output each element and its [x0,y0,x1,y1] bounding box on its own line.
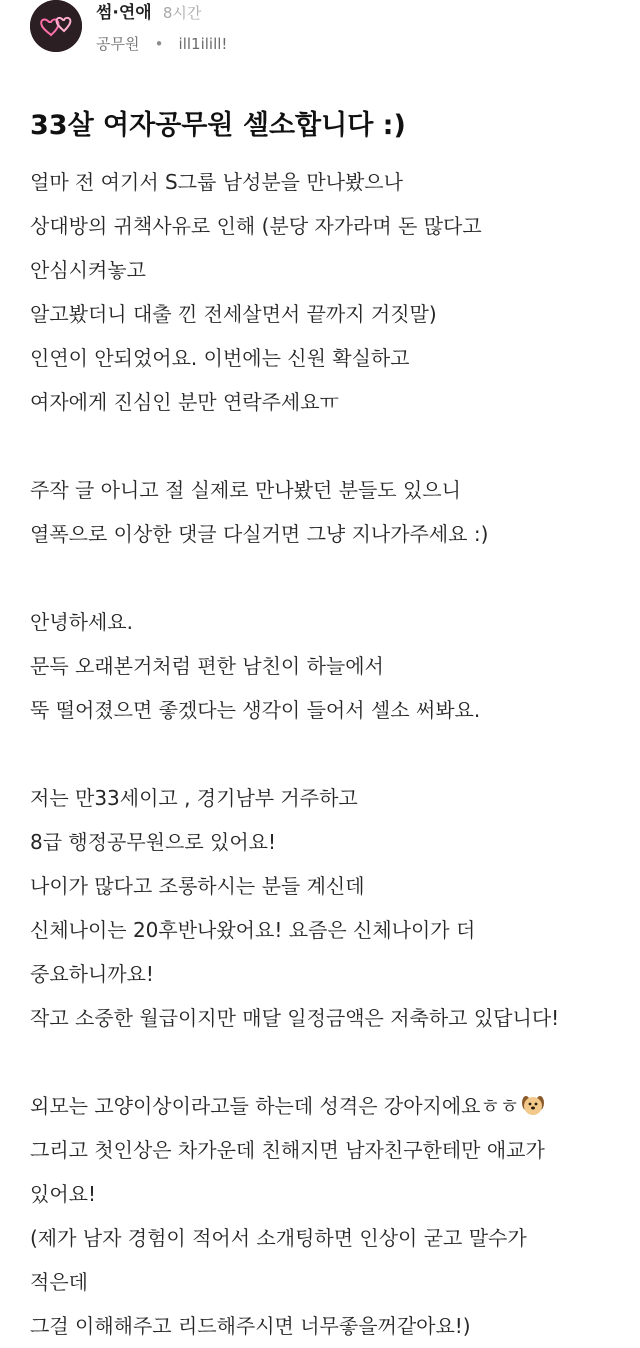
avatar[interactable] [30,0,82,52]
post-time: 8시간 [162,4,202,22]
post-body [30,160,630,1348]
post-body-line: 주작 글 아니고 절 실제로 만나봤던 분들도 있으니 [30,478,461,502]
post-body-line: (제가 남자 경험이 적어서 소개팅하면 인상이 굳고 말수가 [30,1226,527,1250]
post-body-line: 안녕하세요. [30,610,133,634]
post-body-line: 여자에게 진심인 분만 연락주세요ㅠ [30,390,339,414]
post-body-line: 그리고 첫인상은 차가운데 친해지면 남자친구한테만 애교가 [30,1138,545,1162]
post-body-line: 뚝 떨어졌으면 좋겠다는 생각이 들어서 셀소 써봐요. [30,698,481,722]
post-body-line: 안심시켜놓고 [30,258,146,282]
blank-line [30,556,630,600]
blank-line [30,424,630,468]
post-body-line: 저는 만33세이고 , 경기남부 거주하고 [30,786,358,810]
post-body-line: 8급 행정공무원으로 있어요! [30,830,276,854]
post-body-line: 작고 소중한 월급이지만 매달 일정금액은 저축하고 있답니다! [30,1006,560,1030]
post-header [30,0,630,64]
post-body-line: 적은데 [30,1270,88,1294]
blank-line [30,1040,630,1084]
dog-face-icon [521,1093,545,1117]
post-body-line: 상대방의 귀책사유로 인해 (분당 자가라며 돈 많다고 [30,214,482,238]
post-body-line: 그걸 이해해주고 리드해주시면 너무좋을꺼같아요!) [30,1314,471,1338]
post-body-line: 중요하니까요! [30,962,154,986]
post-body-line: 얼마 전 여기서 S그룹 남성분을 만나봤으나 [30,170,403,194]
board-category[interactable]: 썸·연애 [96,3,152,23]
post-body-line: 있어요! [30,1182,96,1206]
author-name[interactable]: ill1ilill! [178,35,228,53]
post-body-line: 문득 오래본거처럼 편한 남친이 하늘에서 [30,654,384,678]
heart-neon-icon [30,0,82,52]
blank-line [30,732,630,776]
post-body-line: 외모는 고양이상이라고들 하는데 성격은 강아지에요ㅎㅎ [30,1084,630,1128]
post-body-line: 나이가 많다고 조롱하시는 분들 계신데 [30,874,365,898]
post-body-line: 알고봤더니 대출 낀 전세살면서 끝까지 거짓말) [30,302,437,326]
meta-separator: • [154,35,164,53]
author-job: 공무원 [96,35,140,53]
post-title: 33살 여자공무원 셀소합니다 :) [30,110,406,141]
post-body-line: 열폭으로 이상한 댓글 다실거면 그냥 지나가주세요 :) [30,522,489,546]
post-meta [96,0,227,56]
post-body-line: 신체나이는 20후반나왔어요! 요즘은 신체나이가 더 [30,918,476,942]
post-body-line: 인연이 안되었어요. 이번에는 신원 확실하고 [30,346,410,370]
